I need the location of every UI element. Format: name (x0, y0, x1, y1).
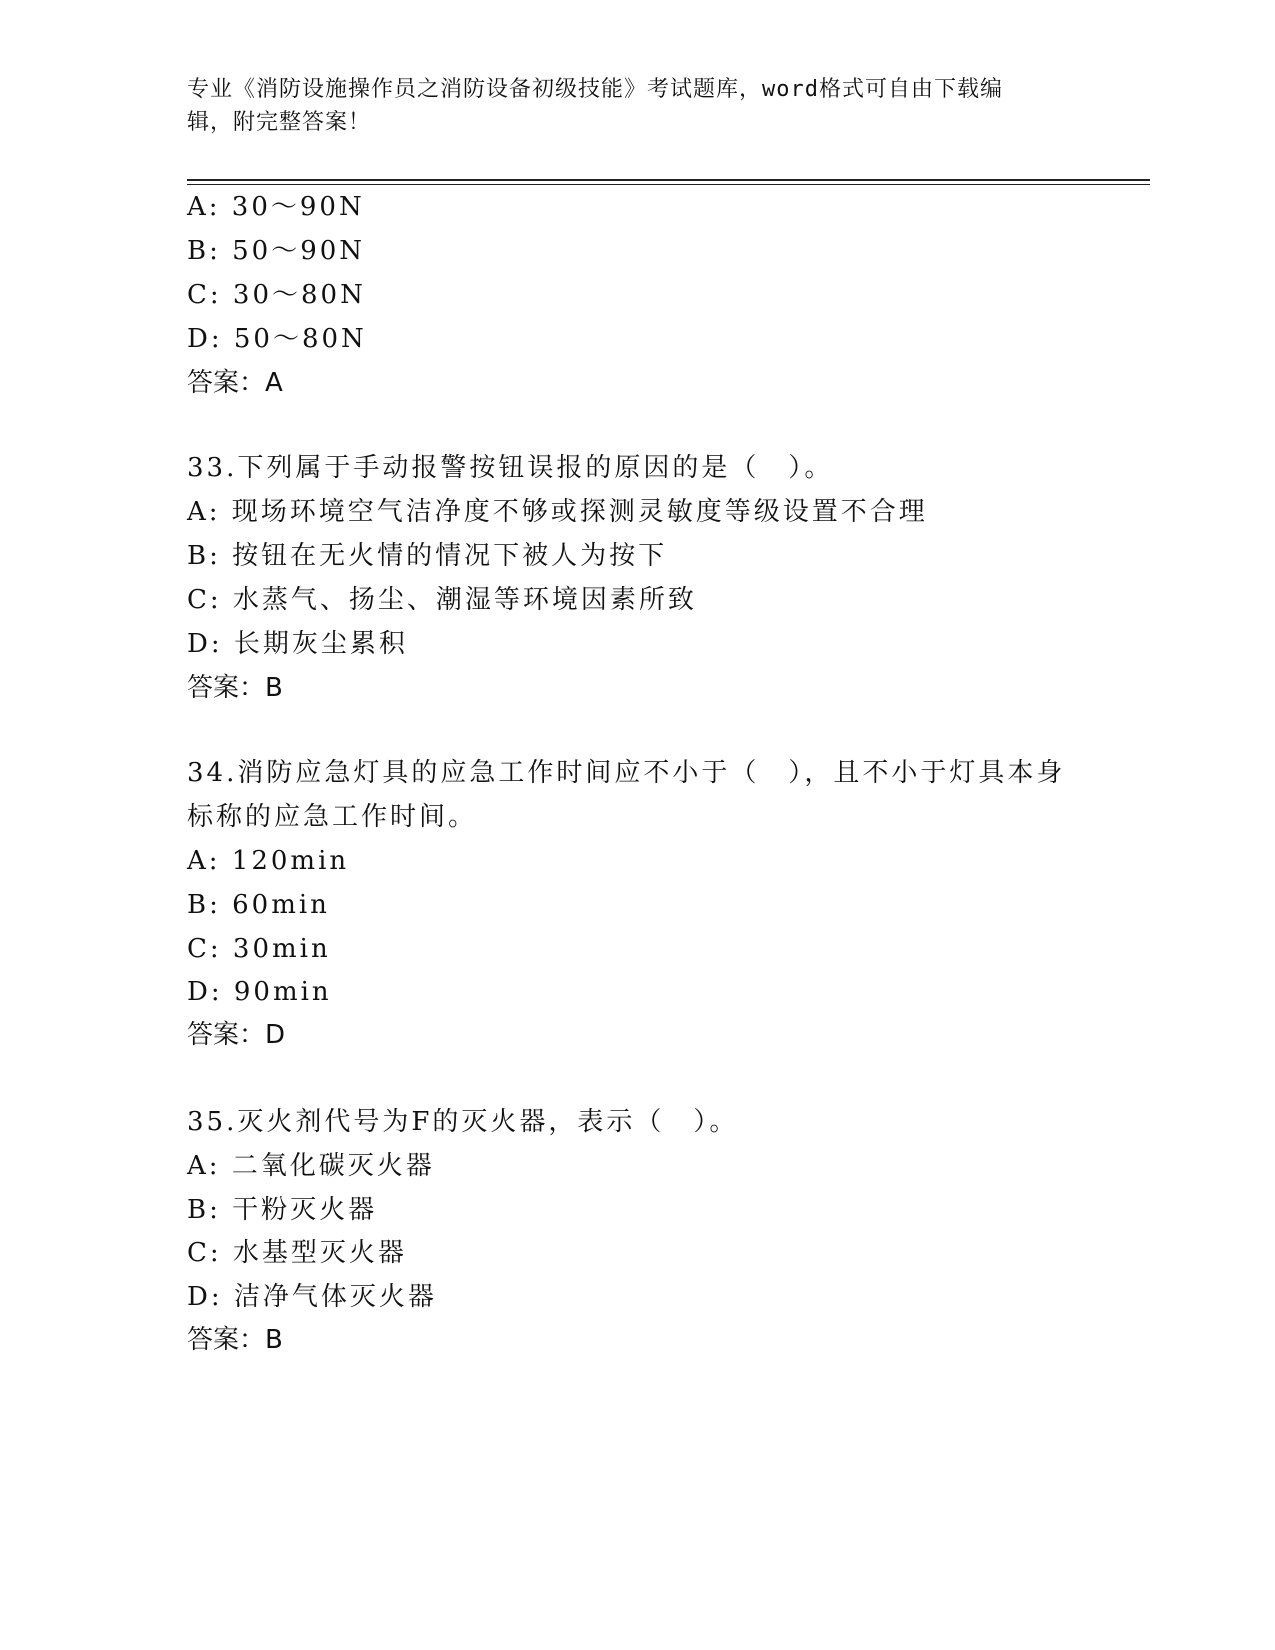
answer-line: 答案：D (187, 1020, 286, 1050)
option-d: D: 50～80N (187, 324, 367, 354)
option-c: C: 30～80N (187, 280, 366, 310)
option-d: D: 洁净气体灭火器 (187, 1282, 437, 1312)
document-header (187, 73, 1067, 139)
option-b: B: 干粉灭火器 (187, 1195, 378, 1225)
option-c: C: 水基型灭火器 (187, 1238, 407, 1268)
question-stem-continued: 标称的应急工作时间。 (187, 802, 478, 832)
answer-line: 答案：B (187, 1325, 283, 1355)
question-stem: 35.灭火剂代号为F的灭火器，表示（ ）。 (187, 1107, 739, 1137)
question-stem: 33.下列属于手动报警按钮误报的原因的是（ ）。 (187, 453, 834, 483)
header-line-2: 辑，附完整答案！ (187, 110, 372, 135)
option-b: B: 50～90N (187, 236, 366, 266)
answer-line: 答案：B (187, 673, 283, 703)
option-a: A: 二氧化碳灭火器 (187, 1151, 435, 1181)
option-d: D: 长期灰尘累积 (187, 629, 408, 659)
option-d: D: 90min (187, 977, 332, 1007)
header-divider-thin (187, 184, 1150, 185)
option-a: A: 120min (187, 846, 350, 876)
option-b: B: 60min (187, 890, 330, 920)
option-b: B: 按钮在无火情的情况下被人为按下 (187, 541, 668, 571)
question-stem: 34.消防应急灯具的应急工作时间应不小于（ ），且不小于灯具本身 (187, 758, 1066, 788)
option-a: A: 现场环境空气洁净度不够或探测灵敏度等级设置不合理 (187, 497, 928, 527)
answer-line: 答案：A (187, 368, 283, 398)
header-divider-thick (187, 179, 1150, 181)
option-c: C: 水蒸气、扬尘、潮湿等环境因素所致 (187, 585, 697, 615)
option-c: C: 30min (187, 934, 331, 964)
option-a: A: 30～90N (187, 192, 365, 222)
header-line-1: 专业《消防设施操作员之消防设备初级技能》考试题库，word格式可自由下载编 (187, 77, 1003, 102)
